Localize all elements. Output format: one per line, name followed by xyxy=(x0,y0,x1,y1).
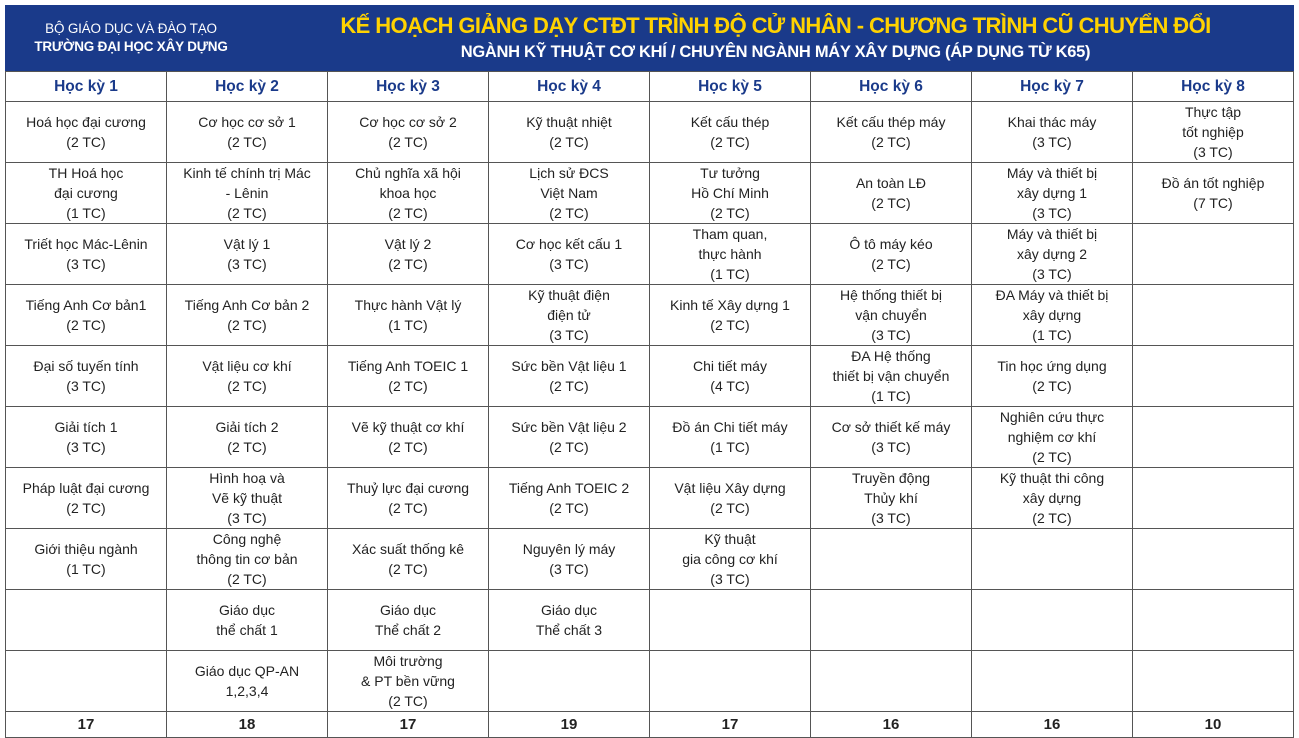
course-name-line: Truyền động xyxy=(851,470,931,486)
empty-cell xyxy=(650,590,811,651)
course-name-line: Thể chất 3 xyxy=(535,622,603,638)
course-name-line: Cơ học cơ sở 2 xyxy=(359,114,457,130)
empty-cell xyxy=(811,590,972,651)
empty-cell xyxy=(972,651,1133,712)
course-name-line: Thực hành Vật lý xyxy=(354,297,462,313)
course-name-line: ĐA Máy và thiết bị xyxy=(995,287,1109,303)
course-credits: (2 TC) xyxy=(227,317,267,333)
empty-cell xyxy=(972,529,1133,590)
course-credits: (2 TC) xyxy=(1032,378,1072,394)
course-name-line: Lịch sử ĐCS xyxy=(529,165,609,181)
course-cell xyxy=(167,651,328,712)
course-cell xyxy=(489,224,650,285)
course-credits: (2 TC) xyxy=(227,571,267,587)
table-row xyxy=(6,468,1294,529)
course-name-line: Đại số tuyến tính xyxy=(33,358,139,374)
semester-total-7: 16 xyxy=(972,712,1133,738)
course-cell xyxy=(489,102,650,163)
course-credits: (2 TC) xyxy=(388,134,428,150)
course-cell xyxy=(328,529,489,590)
course-name-line: Vật liệu Xây dựng xyxy=(674,480,786,496)
course-cell xyxy=(972,346,1133,407)
course-name-line: Hồ Chí Minh xyxy=(691,185,769,201)
course-credits: (1 TC) xyxy=(871,388,911,404)
course-credits: (3 TC) xyxy=(549,256,589,272)
empty-cell xyxy=(1133,651,1294,712)
course-name-line: Vật lý 1 xyxy=(223,236,271,252)
course-name-line: xây dựng xyxy=(1022,490,1082,506)
course-name-line: Kết cấu thép xyxy=(690,114,770,130)
course-name-line: Kết cấu thép máy xyxy=(836,114,946,130)
course-credits: (3 TC) xyxy=(227,510,267,526)
course-cell xyxy=(972,163,1133,224)
course-cell xyxy=(972,102,1133,163)
course-name-line: 1,2,3,4 xyxy=(225,683,269,699)
school-name: TRƯỜNG ĐẠI HỌC XÂY DỰNG xyxy=(34,39,228,54)
course-cell xyxy=(489,163,650,224)
course-cell xyxy=(6,163,167,224)
semester-total-6: 16 xyxy=(811,712,972,738)
course-credits: (2 TC) xyxy=(871,134,911,150)
course-credits: (2 TC) xyxy=(871,195,911,211)
course-name-line: gia công cơ khí xyxy=(682,551,778,567)
course-credits: (3 TC) xyxy=(66,378,106,394)
course-credits: (2 TC) xyxy=(1032,510,1072,526)
course-name-line: Giải tích 1 xyxy=(54,419,118,435)
table-row xyxy=(6,163,1294,224)
course-name-line: Vật liệu cơ khí xyxy=(202,358,292,374)
course-cell xyxy=(811,224,972,285)
course-name-line: xây dựng 2 xyxy=(1016,246,1088,262)
course-name-line: Tham quan, xyxy=(692,226,768,242)
course-name-line: khoa học xyxy=(379,185,437,201)
course-cell xyxy=(489,407,650,468)
course-name-line: Nghiên cứu thực xyxy=(999,409,1105,425)
empty-cell xyxy=(1133,346,1294,407)
semester-total-2: 18 xyxy=(167,712,328,738)
course-cell xyxy=(650,102,811,163)
course-name-line: & PT bền vững xyxy=(361,673,455,689)
table-row xyxy=(6,346,1294,407)
course-credits: (3 TC) xyxy=(549,561,589,577)
course-credits: (2 TC) xyxy=(66,134,106,150)
course-name-line: Cơ sở thiết kế máy xyxy=(831,419,951,435)
empty-cell xyxy=(1133,590,1294,651)
course-cell xyxy=(811,346,972,407)
course-cell xyxy=(6,346,167,407)
title-block xyxy=(257,5,1294,71)
course-cell xyxy=(1133,163,1294,224)
course-credits: (4 TC) xyxy=(710,378,750,394)
course-cell xyxy=(328,102,489,163)
course-cell xyxy=(328,407,489,468)
course-name-line: Kỹ thuật thi công xyxy=(999,470,1105,486)
empty-cell xyxy=(6,590,167,651)
course-name-line: Vẽ kỹ thuật cơ khí xyxy=(351,419,465,435)
course-name-line: thiết bị vận chuyển xyxy=(832,368,950,384)
course-credits: (3 TC) xyxy=(227,256,267,272)
empty-cell xyxy=(6,651,167,712)
course-cell xyxy=(811,163,972,224)
course-name-line: Tiếng Anh Cơ bản 2 xyxy=(184,297,310,313)
course-credits: (3 TC) xyxy=(871,510,911,526)
course-credits: (3 TC) xyxy=(710,571,750,587)
course-credits: (2 TC) xyxy=(388,561,428,577)
course-name-line: xây dựng 1 xyxy=(1016,185,1088,201)
course-name-line: Thể chất 2 xyxy=(374,622,442,638)
course-cell xyxy=(328,651,489,712)
course-credits: (2 TC) xyxy=(710,134,750,150)
course-name-line: vận chuyển xyxy=(855,307,927,323)
semester-header-6: Học kỳ 6 xyxy=(811,72,972,102)
course-cell xyxy=(167,529,328,590)
course-credits: (2 TC) xyxy=(710,205,750,221)
course-name-line: Cơ học kết cấu 1 xyxy=(515,236,623,252)
course-name-line: Công nghệ xyxy=(212,531,282,547)
ministry-name: BỘ GIÁO DỤC VÀ ĐÀO TẠO xyxy=(45,21,217,36)
course-name-line: Hình hoạ và xyxy=(209,470,285,486)
course-credits: (1 TC) xyxy=(710,439,750,455)
course-credits: (2 TC) xyxy=(388,439,428,455)
course-credits: (2 TC) xyxy=(710,500,750,516)
table-header xyxy=(6,72,1294,102)
course-credits: (2 TC) xyxy=(227,439,267,455)
course-cell xyxy=(328,468,489,529)
page-subtitle: NGÀNH KỸ THUẬT CƠ KHÍ / CHUYÊN NGÀNH MÁY XÂY DỰNG (ÁP DỤNG TỪ K65) xyxy=(460,43,1091,61)
course-cell xyxy=(167,590,328,651)
course-cell xyxy=(650,346,811,407)
course-cell xyxy=(6,102,167,163)
course-name-line: Nguyên lý máy xyxy=(522,541,616,557)
course-name-line: Đồ án tốt nghiệp xyxy=(1161,175,1265,191)
course-credits: (3 TC) xyxy=(66,439,106,455)
course-cell xyxy=(489,590,650,651)
semester-header-5: Học kỳ 5 xyxy=(650,72,811,102)
course-cell xyxy=(6,224,167,285)
course-name-line: Xác suất thống kê xyxy=(351,541,465,557)
course-name-line: thông tin cơ bản xyxy=(196,551,298,567)
course-name-line: Cơ học cơ sở 1 xyxy=(198,114,296,130)
course-name-line: Pháp luật đại cương xyxy=(22,480,150,496)
course-name-line: Vẽ kỹ thuật xyxy=(211,490,283,506)
course-name-line: Chủ nghĩa xã hội xyxy=(355,165,461,181)
course-name-line: điện tử xyxy=(547,307,591,323)
course-credits: (1 TC) xyxy=(66,561,106,577)
course-credits: (2 TC) xyxy=(388,378,428,394)
course-credits: (2 TC) xyxy=(549,439,589,455)
course-name-line: nghiệm cơ khí xyxy=(1007,429,1097,445)
course-name-line: ĐA Hệ thống xyxy=(851,348,931,364)
table-body xyxy=(6,102,1294,738)
course-cell xyxy=(489,468,650,529)
course-cell xyxy=(167,163,328,224)
course-name-line: Tiếng Anh TOEIC 1 xyxy=(347,358,469,374)
semester-header-4: Học kỳ 4 xyxy=(489,72,650,102)
empty-cell xyxy=(811,651,972,712)
course-name-line: Giáo dục QP-AN xyxy=(194,663,300,679)
course-cell xyxy=(328,224,489,285)
table-row xyxy=(6,651,1294,712)
course-name-line: Kinh tế Xây dựng 1 xyxy=(670,297,790,313)
course-cell xyxy=(972,285,1133,346)
course-name-line: An toàn LĐ xyxy=(855,175,927,191)
course-name-line: Máy và thiết bị xyxy=(1006,165,1098,181)
course-credits: (2 TC) xyxy=(710,317,750,333)
course-cell xyxy=(650,468,811,529)
course-name-line: Vật lý 2 xyxy=(384,236,432,252)
course-cell xyxy=(167,468,328,529)
course-credits: (3 TC) xyxy=(1032,205,1072,221)
course-name-line: Kỹ thuật nhiệt xyxy=(526,114,612,130)
course-cell xyxy=(489,529,650,590)
course-cell xyxy=(328,590,489,651)
course-name-line: tốt nghiệp xyxy=(1182,124,1244,140)
course-cell xyxy=(972,407,1133,468)
course-name-line: Tiếng Anh Cơ bản1 xyxy=(25,297,147,313)
course-name-line: Kỹ thuật xyxy=(704,531,756,547)
course-cell xyxy=(6,407,167,468)
course-credits: (2 TC) xyxy=(388,205,428,221)
semester-total-3: 17 xyxy=(328,712,489,738)
empty-cell xyxy=(1133,285,1294,346)
course-cell xyxy=(1133,102,1294,163)
empty-cell xyxy=(1133,224,1294,285)
course-name-line: Sức bền Vật liệu 2 xyxy=(511,419,627,435)
course-credits: (2 TC) xyxy=(388,256,428,272)
table-row xyxy=(6,102,1294,163)
course-name-line: Thuỷ lực đại cương xyxy=(346,480,470,496)
course-credits: (2 TC) xyxy=(388,693,428,709)
institution-block xyxy=(5,5,257,71)
course-name-line: Hoá học đại cương xyxy=(26,114,146,130)
semester-total-5: 17 xyxy=(650,712,811,738)
course-credits: (2 TC) xyxy=(871,256,911,272)
course-credits: (2 TC) xyxy=(227,134,267,150)
course-credits: (2 TC) xyxy=(1032,449,1072,465)
table-row xyxy=(6,529,1294,590)
course-credits: (2 TC) xyxy=(227,378,267,394)
semester-total-4: 19 xyxy=(489,712,650,738)
course-name-line: Môi trường xyxy=(373,653,443,669)
course-credits: (1 TC) xyxy=(710,266,750,282)
course-name-line: Tư tưởng xyxy=(700,165,760,181)
course-credits: (3 TC) xyxy=(1193,144,1233,160)
course-credits: (2 TC) xyxy=(549,378,589,394)
course-name-line: Kỹ thuật điện xyxy=(528,287,610,303)
course-cell xyxy=(811,102,972,163)
table-row xyxy=(6,285,1294,346)
course-cell xyxy=(811,285,972,346)
course-name-line: - Lênin xyxy=(225,185,269,201)
course-name-line: Chi tiết máy xyxy=(693,358,767,374)
course-cell xyxy=(6,529,167,590)
course-name-line: Tiếng Anh TOEIC 2 xyxy=(508,480,630,496)
course-name-line: đại cương xyxy=(54,185,118,201)
course-name-line: Hệ thống thiết bị xyxy=(840,287,942,303)
semester-header-3: Học kỳ 3 xyxy=(328,72,489,102)
course-credits: (2 TC) xyxy=(549,500,589,516)
course-name-line: Đồ án Chi tiết máy xyxy=(672,419,788,435)
course-cell xyxy=(650,163,811,224)
course-cell xyxy=(328,163,489,224)
empty-cell xyxy=(1133,407,1294,468)
course-cell xyxy=(650,529,811,590)
empty-cell xyxy=(650,651,811,712)
course-name-line: Sức bền Vật liệu 1 xyxy=(511,358,627,374)
course-name-line: Giới thiệu ngành xyxy=(34,541,138,557)
course-name-line: Giáo dục xyxy=(379,602,437,618)
course-credits: (3 TC) xyxy=(66,256,106,272)
empty-cell xyxy=(1133,468,1294,529)
empty-cell xyxy=(972,590,1133,651)
semester-header-1: Học kỳ 1 xyxy=(6,72,167,102)
course-cell xyxy=(167,346,328,407)
course-cell xyxy=(489,346,650,407)
semester-header-2: Học kỳ 2 xyxy=(167,72,328,102)
table-row xyxy=(6,590,1294,651)
course-credits: (2 TC) xyxy=(549,205,589,221)
semester-header-7: Học kỳ 7 xyxy=(972,72,1133,102)
course-cell xyxy=(6,468,167,529)
course-credits: (3 TC) xyxy=(871,327,911,343)
course-cell xyxy=(650,285,811,346)
semester-total-1: 17 xyxy=(6,712,167,738)
course-credits: (3 TC) xyxy=(871,439,911,455)
course-cell xyxy=(811,407,972,468)
course-cell xyxy=(167,224,328,285)
semester-header-row xyxy=(6,72,1294,102)
course-cell xyxy=(167,102,328,163)
course-name-line: Ô tô máy kéo xyxy=(849,236,933,252)
course-cell xyxy=(811,468,972,529)
course-credits: (1 TC) xyxy=(66,205,106,221)
course-name-line: thể chất 1 xyxy=(216,622,278,638)
course-name-line: Giáo dục xyxy=(540,602,598,618)
empty-cell xyxy=(811,529,972,590)
course-cell xyxy=(972,468,1133,529)
semester-total-8: 10 xyxy=(1133,712,1294,738)
course-cell xyxy=(650,224,811,285)
table-row xyxy=(6,407,1294,468)
course-name-line: Thủy khí xyxy=(864,490,918,506)
course-credits: (1 TC) xyxy=(1032,327,1072,343)
course-credits: (7 TC) xyxy=(1193,195,1233,211)
course-credits: (3 TC) xyxy=(1032,134,1072,150)
course-cell xyxy=(328,346,489,407)
course-name-line: Khai thác máy xyxy=(1007,114,1097,130)
course-name-line: Thực tập xyxy=(1184,104,1242,120)
semester-header-8: Học kỳ 8 xyxy=(1133,72,1294,102)
course-name-line: Giải tích 2 xyxy=(215,419,279,435)
course-name-line: xây dựng xyxy=(1022,307,1082,323)
course-cell xyxy=(489,285,650,346)
course-credits: (2 TC) xyxy=(388,500,428,516)
course-name-line: TH Hoá học xyxy=(48,165,124,181)
course-credits: (2 TC) xyxy=(227,205,267,221)
course-credits: (3 TC) xyxy=(549,327,589,343)
table-row xyxy=(6,224,1294,285)
course-credits: (3 TC) xyxy=(1032,266,1072,282)
course-cell xyxy=(650,407,811,468)
course-name-line: Tin học ứng dụng xyxy=(997,358,1107,374)
course-cell xyxy=(972,224,1133,285)
course-cell xyxy=(6,285,167,346)
header-banner xyxy=(5,5,1294,71)
course-cell xyxy=(167,407,328,468)
course-name-line: Triết học Mác-Lênin xyxy=(24,236,148,252)
course-name-line: Máy và thiết bị xyxy=(1006,226,1098,242)
teaching-plan-table xyxy=(5,71,1294,738)
course-name-line: Kinh tế chính trị Mác xyxy=(183,165,311,181)
course-credits: (2 TC) xyxy=(66,317,106,333)
course-name-line: Giáo dục xyxy=(218,602,276,618)
course-credits: (1 TC) xyxy=(388,317,428,333)
empty-cell xyxy=(489,651,650,712)
course-name-line: thực hành xyxy=(698,246,762,262)
page-title: KẾ HOẠCH GIẢNG DẠY CTĐT TRÌNH ĐỘ CỬ NHÂN - CHƯƠNG TRÌNH CŨ CHUYỂN ĐỔI xyxy=(340,13,1211,38)
course-credits: (2 TC) xyxy=(549,134,589,150)
course-credits: (2 TC) xyxy=(66,500,106,516)
empty-cell xyxy=(1133,529,1294,590)
course-name-line: Việt Nam xyxy=(540,185,598,201)
course-cell xyxy=(167,285,328,346)
course-cell xyxy=(328,285,489,346)
credit-total-row xyxy=(6,712,1294,738)
